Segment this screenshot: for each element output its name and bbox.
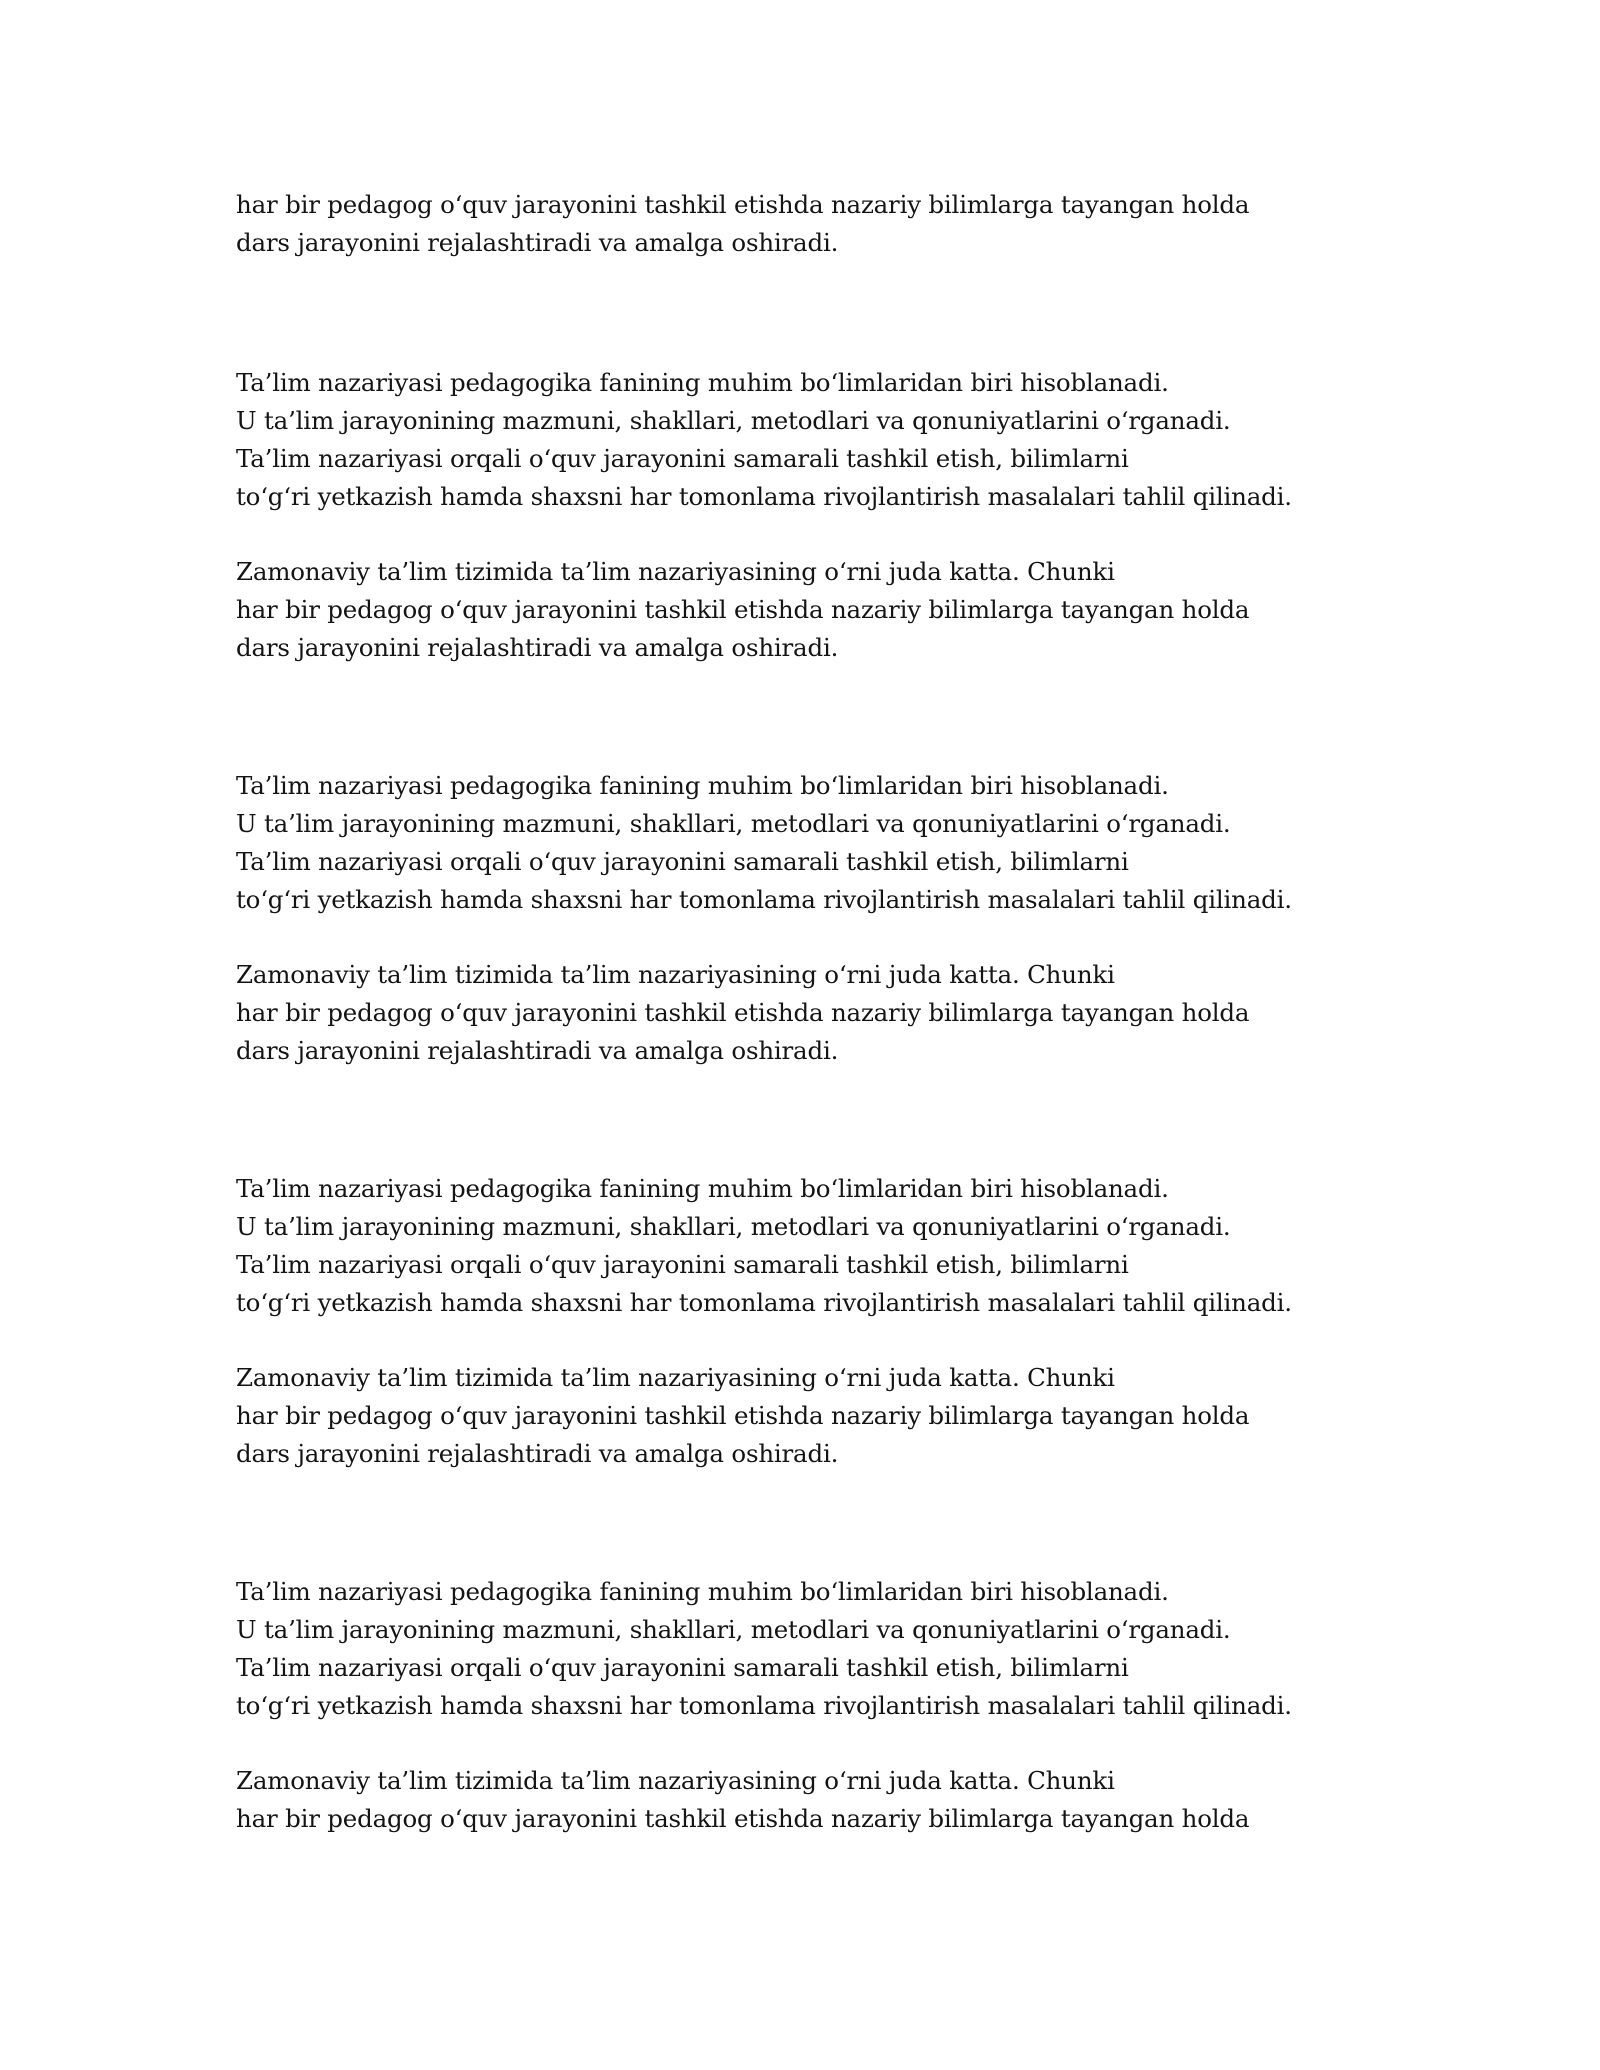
- text-line: har bir pedagog o‘quv jarayonini tashkil etishda nazariy bilimlarga tayangan holda: [236, 998, 1250, 1027]
- text-line: Ta’lim nazariyasi orqali o‘quv jarayonini samarali tashkil etish, bilimlarni: [236, 1653, 1129, 1682]
- paragraph-intro-2: [236, 767, 1396, 919]
- text-line: to‘g‘ri yetkazish hamda shaxsni har tomonlama rivojlantirish masalalari tahlil qilinadi.: [236, 482, 1292, 511]
- paragraph-modern-1: [236, 553, 1396, 667]
- text-line: to‘g‘ri yetkazish hamda shaxsni har tomonlama rivojlantirish masalalari tahlil qilinadi.: [236, 1288, 1292, 1317]
- text-line: U ta’lim jarayonining mazmuni, shakllari, metodlari va qonuniyatlarini o‘rganadi.: [236, 1212, 1231, 1241]
- paragraph-modern-4: [236, 1762, 1396, 1838]
- text-line: har bir pedagog o‘quv jarayonini tashkil etishda nazariy bilimlarga tayangan holda: [236, 1804, 1250, 1833]
- text-line: U ta’lim jarayonining mazmuni, shakllari, metodlari va qonuniyatlarini o‘rganadi.: [236, 809, 1231, 838]
- text-line: Ta’lim nazariyasi pedagogika fanining muhim bo‘limlaridan biri hisoblanadi.: [236, 1577, 1169, 1606]
- text-line: Ta’lim nazariyasi orqali o‘quv jarayonini samarali tashkil etish, bilimlarni: [236, 1250, 1129, 1279]
- paragraph-top-fragment: [236, 186, 1396, 262]
- text-line: Ta’lim nazariyasi pedagogika fanining muhim bo‘limlaridan biri hisoblanadi.: [236, 368, 1169, 397]
- text-line: Zamonaviy ta’lim tizimida ta’lim nazariyasining o‘rni juda katta. Chunki: [236, 1766, 1115, 1795]
- text-line: to‘g‘ri yetkazish hamda shaxsni har tomonlama rivojlantirish masalalari tahlil qilinadi.: [236, 1691, 1292, 1720]
- paragraph-intro-4: [236, 1573, 1396, 1725]
- text-line: Ta’lim nazariyasi orqali o‘quv jarayonini samarali tashkil etish, bilimlarni: [236, 847, 1129, 876]
- text-line: Zamonaviy ta’lim tizimida ta’lim nazariyasining o‘rni juda katta. Chunki: [236, 1363, 1115, 1392]
- text-line: har bir pedagog o‘quv jarayonini tashkil etishda nazariy bilimlarga tayangan holda: [236, 1401, 1250, 1430]
- text-line: dars jarayonini rejalashtiradi va amalga oshiradi.: [236, 1036, 839, 1065]
- paragraph-intro-1: [236, 364, 1396, 516]
- text-line: Zamonaviy ta’lim tizimida ta’lim nazariyasining o‘rni juda katta. Chunki: [236, 960, 1115, 989]
- text-line: U ta’lim jarayonining mazmuni, shakllari, metodlari va qonuniyatlarini o‘rganadi.: [236, 1615, 1231, 1644]
- text-line: dars jarayonini rejalashtiradi va amalga oshiradi.: [236, 1439, 839, 1468]
- text-line: Ta’lim nazariyasi orqali o‘quv jarayonini samarali tashkil etish, bilimlarni: [236, 444, 1129, 473]
- text-line: to‘g‘ri yetkazish hamda shaxsni har tomonlama rivojlantirish masalalari tahlil qilinadi.: [236, 885, 1292, 914]
- paragraph-modern-3: [236, 1359, 1396, 1473]
- text-line: har bir pedagog o‘quv jarayonini tashkil etishda nazariy bilimlarga tayangan holda: [236, 190, 1250, 219]
- text-line: dars jarayonini rejalashtiradi va amalga oshiradi.: [236, 228, 839, 257]
- text-line: har bir pedagog o‘quv jarayonini tashkil etishda nazariy bilimlarga tayangan holda: [236, 595, 1250, 624]
- text-line: dars jarayonini rejalashtiradi va amalga oshiradi.: [236, 633, 839, 662]
- paragraph-intro-3: [236, 1170, 1396, 1322]
- paragraph-modern-2: [236, 956, 1396, 1070]
- text-line: U ta’lim jarayonining mazmuni, shakllari, metodlari va qonuniyatlarini o‘rganadi.: [236, 406, 1231, 435]
- text-line: Ta’lim nazariyasi pedagogika fanining muhim bo‘limlaridan biri hisoblanadi.: [236, 771, 1169, 800]
- text-line: Ta’lim nazariyasi pedagogika fanining muhim bo‘limlaridan biri hisoblanadi.: [236, 1174, 1169, 1203]
- text-line: Zamonaviy ta’lim tizimida ta’lim nazariyasining o‘rni juda katta. Chunki: [236, 557, 1115, 586]
